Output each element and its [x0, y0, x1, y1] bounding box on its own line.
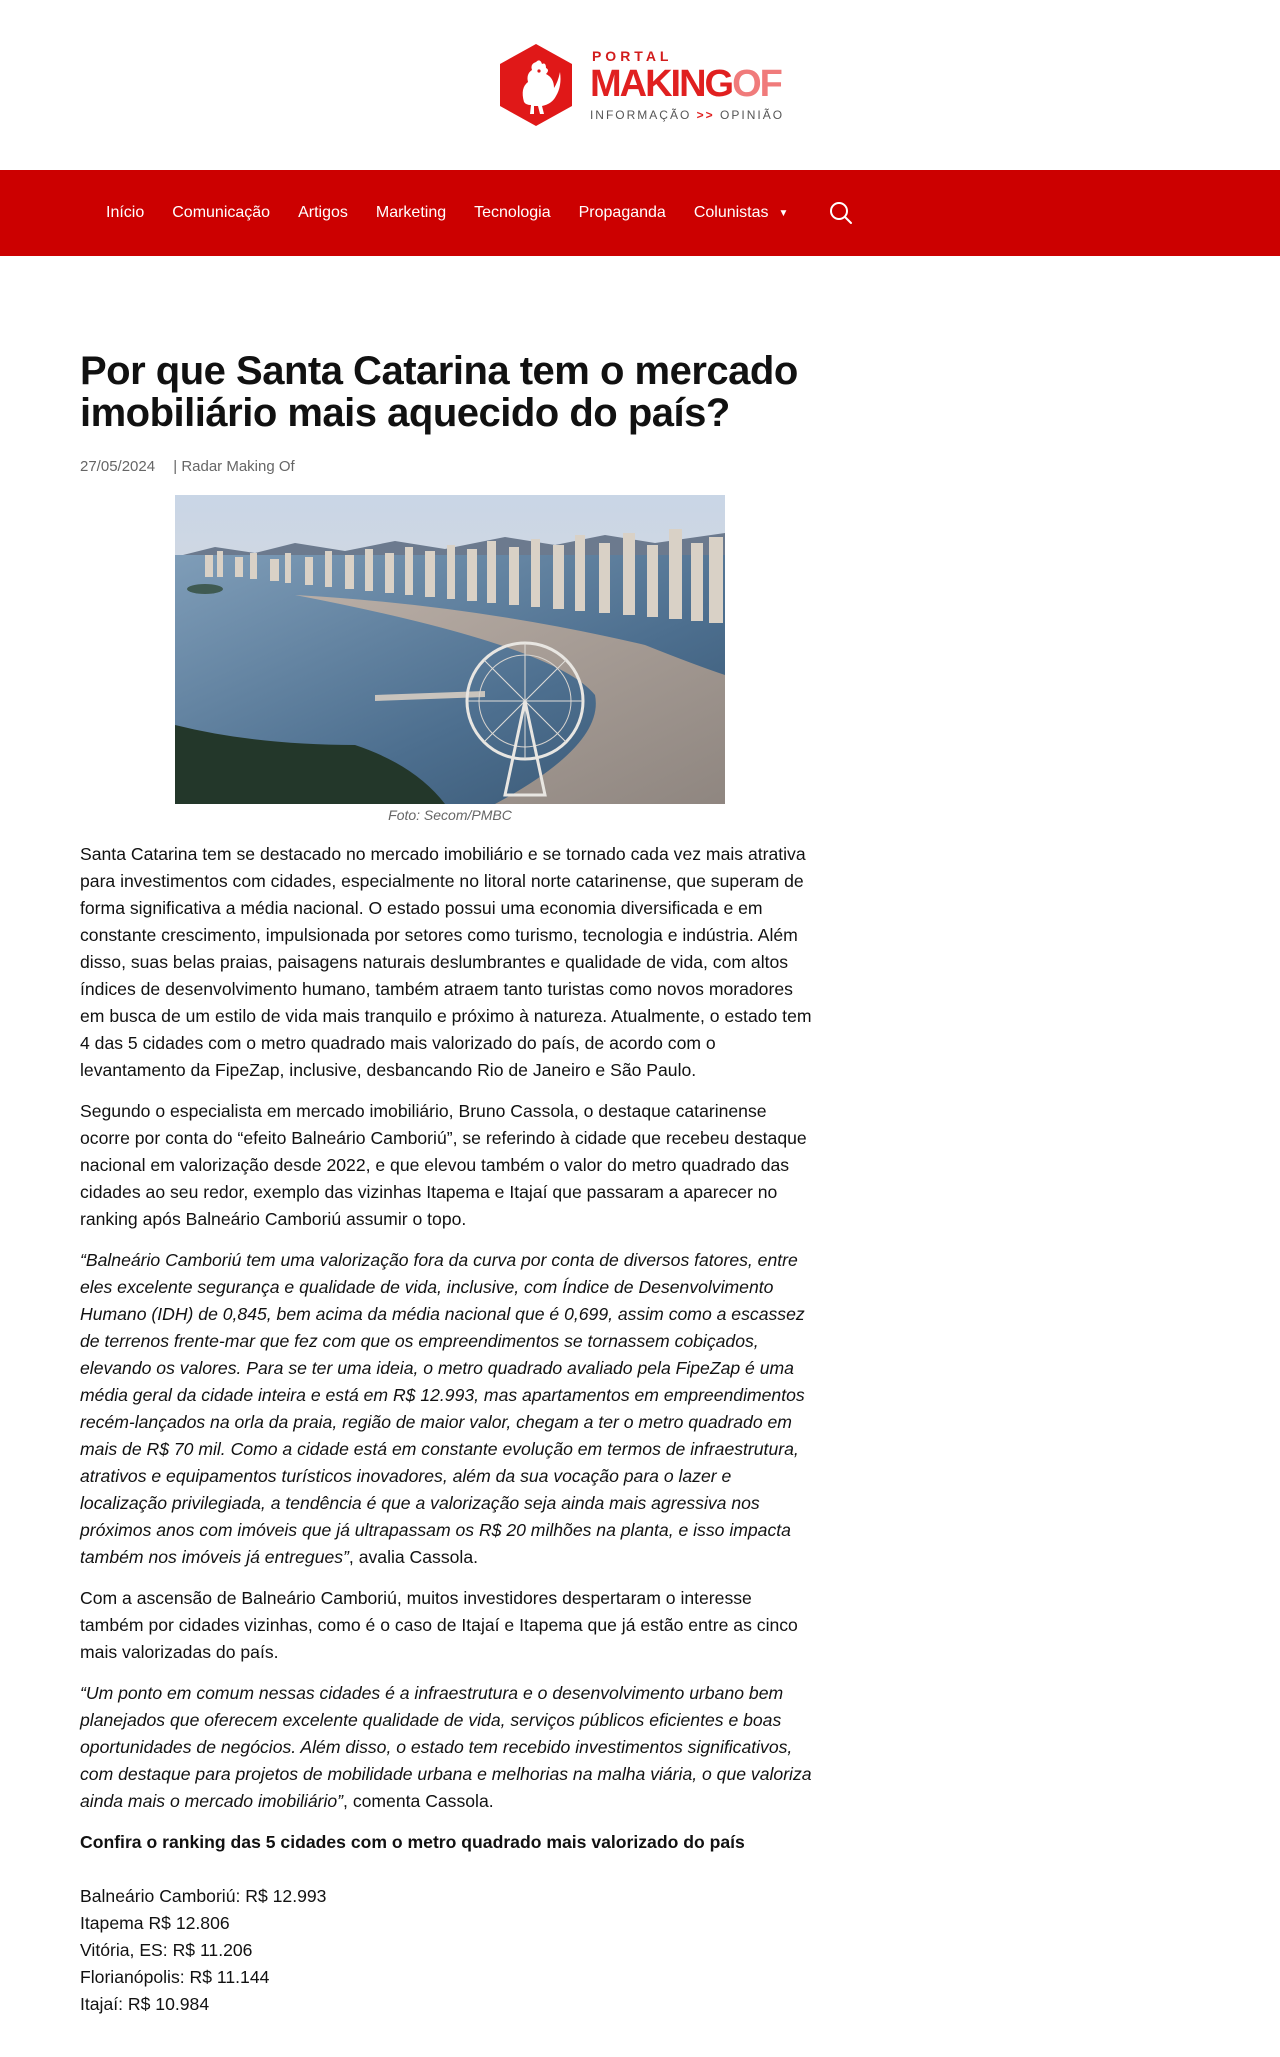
search-icon[interactable] — [828, 200, 854, 226]
nav-item-inicio[interactable]: Início — [106, 204, 145, 221]
ranking-list — [80, 1883, 820, 2018]
ranking-item: Balneário Camboriú: R$ 12.993 — [80, 1886, 327, 1906]
main-nav — [0, 170, 1280, 256]
nav-item-marketing[interactable]: Marketing — [375, 204, 447, 221]
logo-portal-text: PORTAL — [591, 48, 673, 64]
nav-item-tecnologia[interactable]: Tecnologia — [474, 204, 551, 221]
nav-item-artigos[interactable]: Artigos — [298, 204, 348, 221]
article-quote — [80, 1247, 820, 1571]
ranking-item: Vitória, ES: R$ 11.206 — [80, 1940, 253, 1960]
rooster-logo-icon — [496, 42, 576, 128]
nav-item-comunicacao[interactable]: Comunicação — [172, 204, 271, 221]
ranking-item: Florianópolis: R$ 11.144 — [80, 1967, 270, 1987]
ranking-item: Itapema R$ 12.806 — [80, 1913, 230, 1933]
article-figure — [80, 495, 820, 823]
article-paragraph: Com a ascensão de Balneário Camboriú, muitos investidores despertaram o interesse também por cidades vizinhas, como é o caso de Itajaí e Itapema que já estão entre as cinco mais valorizadas do país. — [80, 1588, 798, 1662]
article-quote — [80, 1680, 820, 1815]
article-paragraph: Santa Catarina tem se destacado no mercado imobiliário e se tornado cada vez mais atrativa para investimentos com cidades, especialmente no litoral norte catarinense, que superam de forma significativa a média nacional. O estado possui uma economia diversificada e em constante crescimento, impulsionada por setores como turismo, tecnologia e indústria. Além disso, suas belas praias, paisagens naturais deslumbrantes e qualidade de vida, com altos índices de desenvolvimento humano, também atraem tanto turistas como novos moradores em busca de um estilo de vida mais tranquilo e próximo à natureza. Atualmente, o estado tem 4 das 5 cidades com o metro quadrado mais valorizado do país, de acordo com o levantamento da FipeZap, inclusive, desbancando Rio de Janeiro e São Paulo. — [80, 844, 812, 1080]
logo-brand-text: MAKINGOF — [589, 63, 781, 105]
logo-tagline: INFORMAÇÃO >> OPINIÃO — [589, 108, 785, 122]
article-author[interactable]: | Radar Making Of — [173, 458, 295, 475]
photo-caption: Foto: Secom/PMBC — [388, 807, 512, 823]
article-title: Por que Santa Catarina tem o mercado imobiliário mais aquecido do país? — [80, 349, 798, 435]
article-photo — [175, 495, 725, 804]
nav-item-colunistas-label: Colunistas — [693, 204, 769, 221]
quote-text: “Balneário Camboriú tem uma valorização fora da curva por conta de diversos fatores, entre eles excelente segurança e qualidade de vida, inclusive, com Índice de Desenvolvimento Humano (IDH) de 0,845, bem acima da média nacional que é 0,699, assim como a escassez de terrenos frente-mar que fez com que os empreendimentos se tornassem cobiçados, elevando os valores. Para se ter uma ideia, o metro quadrado avaliado pela FipeZap é uma média geral da cidade inteira e está em R$ 12.993, mas apartamentos em empreendimentos recém-lançados na orla da praia, região de maior valor, chegam a ter o metro quadrado em mais de R$ 70 mil. Como a cidade está em constante evolução em termos de infraestrutura, atrativos e equipamentos turísticos inovadores, além da sua vocação para o lazer e localização privilegiada, a tendência é que a valorização seja ainda mais agressiva nos próximos anos com imóveis que já ultrapassam os R$ 20 milhões na planta, e isso impacta também nos imóveis já entregues” — [80, 1250, 805, 1567]
ranking-item: Itajaí: R$ 10.984 — [80, 1994, 210, 2014]
site-logo[interactable] — [496, 42, 784, 128]
ranking-heading: Confira o ranking das 5 cidades com o metro quadrado mais valorizado do país — [80, 1832, 745, 1852]
quote-attribution: , avalia Cassola. — [348, 1547, 479, 1567]
quote-text: “Um ponto em comum nessas cidades é a infraestrutura e o desenvolvimento urbano bem planejados que oferecem excelente qualidade de vida, serviços públicos eficientes e boas oportunidades de negócios. Além disso, o estado tem recebido investimentos significativos, com destaque para projetos de mobilidade urbana e melhorias na malha viária, o que valoriza ainda mais o mercado imobiliário” — [80, 1683, 812, 1811]
article-date: 27/05/2024 — [80, 458, 156, 475]
article — [80, 350, 820, 2018]
quote-attribution: , comenta Cassola. — [343, 1791, 494, 1811]
article-paragraph: Segundo o especialista em mercado imobiliário, Bruno Cassola, o destaque catarinense ocorre por conta do “efeito Balneário Camboriú”, se referindo à cidade que recebeu destaque nacional em valorização desde 2022, e que elevou também o valor do metro quadrado das cidades ao seu redor, exemplo das vizinhas Itapema e Itajaí que passaram a aparecer no ranking após Balneário Camboriú assumir o topo. — [80, 1101, 807, 1229]
nav-item-colunistas[interactable] — [680, 204, 803, 222]
article-meta — [80, 458, 820, 475]
nav-item-propaganda[interactable]: Propaganda — [578, 204, 666, 221]
caret-down-icon: ▼ — [778, 207, 789, 219]
site-header — [0, 0, 1280, 170]
